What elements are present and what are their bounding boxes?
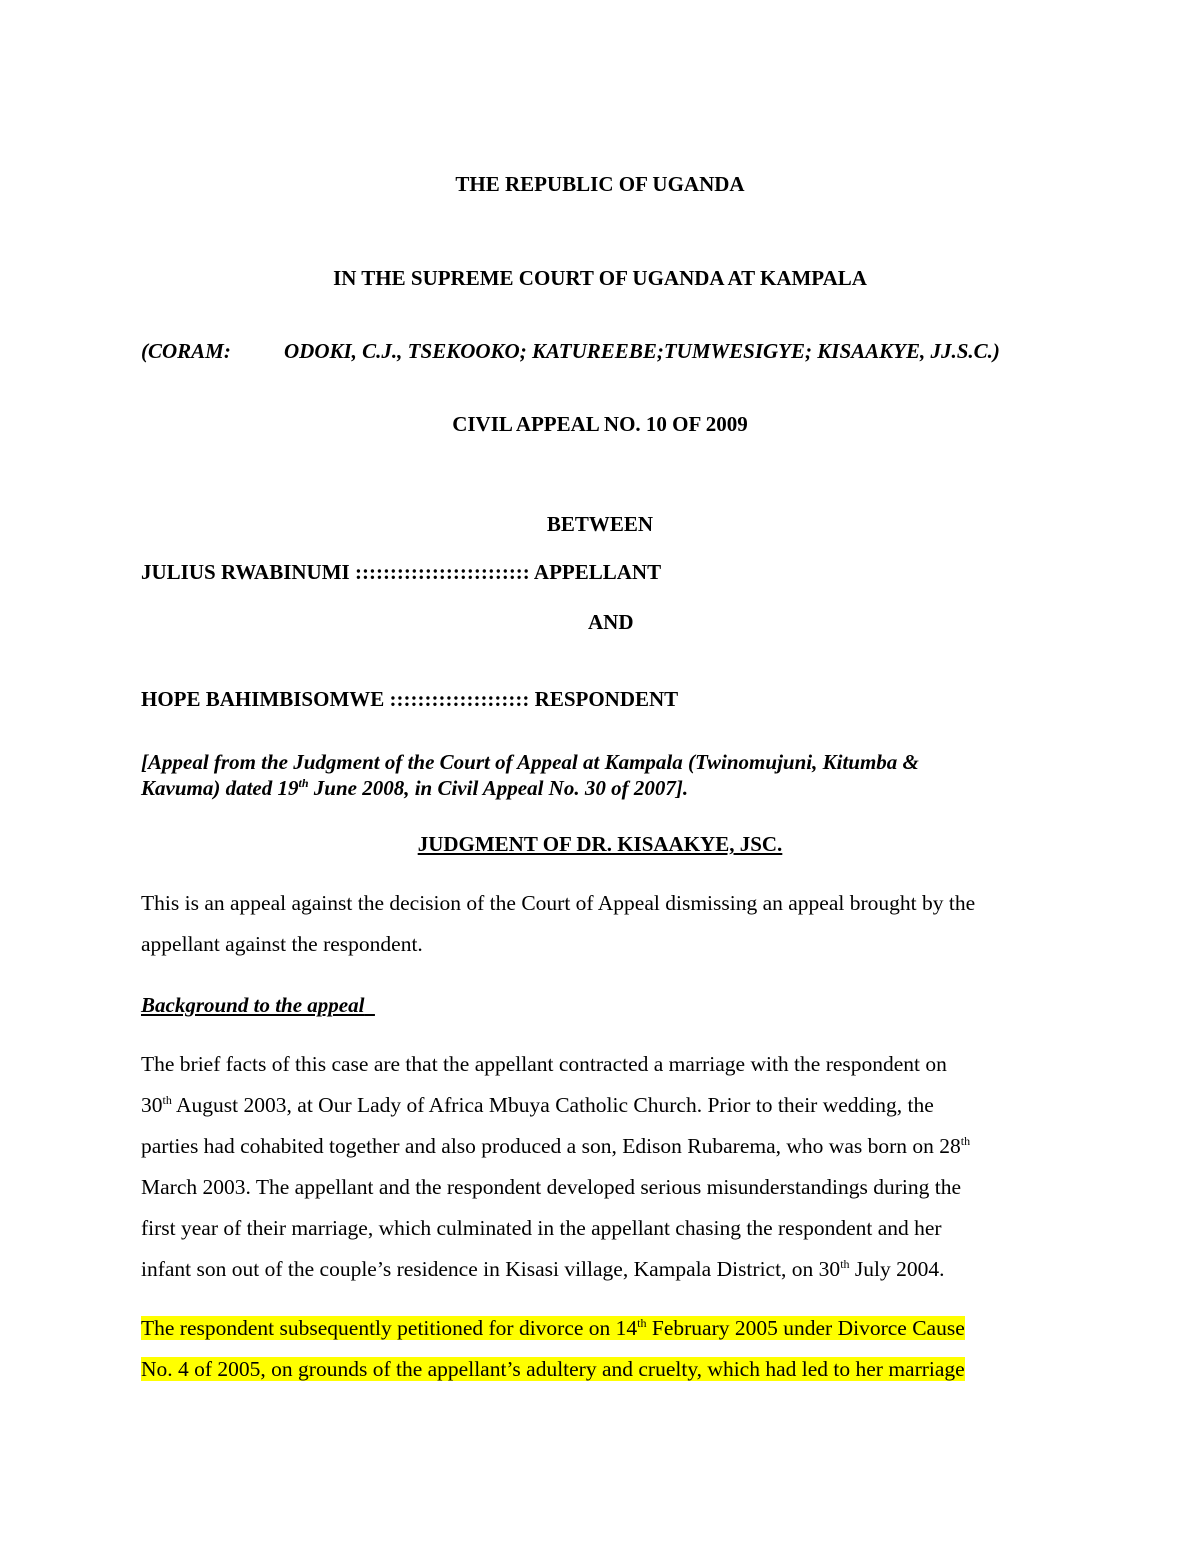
- facts-l2-a: 30: [141, 1093, 163, 1117]
- coram-label: (CORAM:: [141, 339, 231, 363]
- appeal-from-text-a: Kavuma) dated 19: [141, 776, 299, 800]
- appellant-name: JULIUS RWABINUMI: [141, 560, 350, 584]
- appellant-role: APPELLANT: [533, 560, 662, 584]
- and-label: AND: [588, 610, 634, 634]
- background-heading-text: Background to the appeal: [141, 993, 365, 1017]
- facts-line-2: [141, 1085, 1061, 1126]
- judgment-title: JUDGMENT OF DR. KISAAKYE, JSC.: [417, 832, 783, 856]
- respondent-name: HOPE BAHIMBISOMWE: [141, 687, 385, 711]
- intro-line-2: appellant against the respondent.: [141, 932, 423, 956]
- respondent-role: RESPONDENT: [534, 687, 679, 711]
- highlighted-text-2: No. 4 of 2005, on grounds of the appellant’s adultery and cruelty, which had led to her marriage: [141, 1357, 965, 1381]
- facts-line-1: The brief facts of this case are that the appellant contracted a marriage with the respondent on: [141, 1052, 947, 1076]
- highlight-l1-sup: th: [637, 1316, 647, 1330]
- respondent-dots: ::::::::::::::::::::: [389, 687, 530, 711]
- facts-l3-sup: th: [960, 1134, 971, 1148]
- appeal-from-sup: th: [298, 776, 309, 790]
- coram-judges: ODOKI, C.J., TSEKOOKO; KATUREEBE;TUMWESIGYE; KISAAKYE, JJ.S.C.): [284, 339, 1000, 363]
- facts-line-4: March 2003. The appellant and the respondent developed serious misunderstandings during the: [141, 1175, 961, 1199]
- facts-l6-sup: th: [840, 1257, 850, 1271]
- court-heading: IN THE SUPREME COURT OF UGANDA AT KAMPALA: [333, 266, 867, 290]
- highlighted-text-1: [141, 1316, 965, 1340]
- highlighted-line-1: [141, 1308, 1061, 1349]
- republic-heading: THE REPUBLIC OF UGANDA: [455, 172, 745, 196]
- facts-line-3: [141, 1126, 1061, 1167]
- appeal-number: CIVIL APPEAL NO. 10 OF 2009: [452, 412, 748, 436]
- appeal-from-line-2: [141, 775, 688, 801]
- highlight-l1-b: February 2005 under Divorce Cause: [646, 1316, 965, 1340]
- between-label: BETWEEN: [546, 512, 654, 536]
- facts-l2-sup: th: [162, 1093, 172, 1107]
- highlight-l1-a: The respondent subsequently petitioned for divorce on 14: [141, 1316, 638, 1340]
- appellant-line: [141, 559, 661, 585]
- respondent-line: [141, 686, 678, 712]
- intro-line-1: This is an appeal against the decision of the Court of Appeal dismissing an appeal brought by the: [141, 891, 976, 915]
- appellant-dots: :::::::::::::::::::::::::: [354, 560, 530, 584]
- facts-l6-a: infant son out of the couple’s residence in Kisasi village, Kampala District, on 30: [141, 1257, 841, 1281]
- facts-l6-b: July 2004.: [849, 1257, 945, 1281]
- facts-line-5: first year of their marriage, which culminated in the appellant chasing the respondent and her: [141, 1216, 942, 1240]
- highlighted-line-2: [141, 1349, 1061, 1390]
- facts-l3-a: parties had cohabited together and also produced a son, Edison Rubarema, who was born on 28: [141, 1134, 961, 1158]
- appeal-from-line-1: [Appeal from the Judgment of the Court of Appeal at Kampala (Twinomujuni, Kitumba &: [141, 750, 919, 774]
- background-heading: [141, 992, 375, 1018]
- facts-line-6: [141, 1249, 1061, 1290]
- facts-l2-b: August 2003, at Our Lady of Africa Mbuya Catholic Church. Prior to their wedding, the: [171, 1093, 934, 1117]
- appeal-from-text-b: June 2008, in Civil Appeal No. 30 of 2007].: [308, 776, 689, 800]
